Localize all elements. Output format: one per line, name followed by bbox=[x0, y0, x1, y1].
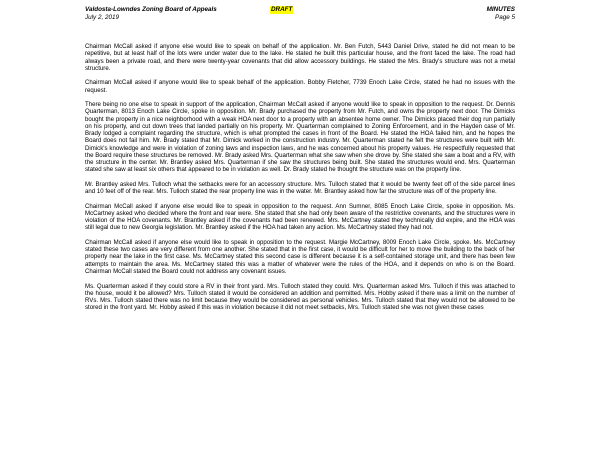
draft-label: DRAFT bbox=[271, 6, 293, 13]
page-number: Page 5 bbox=[495, 13, 515, 21]
paragraph: Chairman McCall asked if anyone else would like to speak in opposition to the request. Margie McCartney, 8009 Enoch Lake Circle, spoke. Ms. McCartney stated these two cases are very different from one another. She stated that in the first case, it would be difficult for her to move the building to the back of her property near the lake in the first case. Ms. McCartney stated this second case is different because it is a self-contained storage unit, and there has been few attempts to maintain the area. Ms. McCartney stated this was a matter of whatever were the rules of the HOA, and it depends on who is on the Board. Chairman McCall stated the Board could not address any covenant issues. bbox=[85, 238, 515, 275]
paragraph: Chairman McCall asked if anyone else would like to speak on behalf of the application. Mr. Ben Futch, 5443 Daniel Drive, stated he did not mean to be repetitive, but at least half of the lots were under water due to the lake. He stated he built this particular house, and the front faced the lake. The road had always been a private road, and there were twenty-year covenants that did allow accessory buildings. He stated the Mrs. Brady's structure was not a metal structure. bbox=[85, 43, 515, 72]
paragraph: Ms. Quarterman asked if they could store a RV in their front yard. Mrs. Tulloch stated they could. Mrs. Quarterman asked Mrs. Tulloch if this was attached to the house, would it be allowed? Mrs. Tulloch stated it would be considered an addition and permitted. Mrs. Hobby asked if there was a limit on the number of RVs. Mrs. Tulloch stated there was no limit because they would be considered as personal vehicles. Mrs. Tulloch stated that they would not be allowed to be stored in the front yard. Mr. Hobby asked if this was in violation because it did not meet setbacks, Mrs. Tulloch stated she was not given these cases bbox=[85, 282, 515, 312]
page-header bbox=[85, 6, 515, 28]
paragraph: There being no one else to speak in support of the application, Chairman McCall asked if anyone would like to speak in opposition to the request. Dr. Dennis Quarterman, 8013 Enoch Lake Circle, spoke in opposition. Mr. Brady purchased the property from Mr. Futch, and owns the property next door. The Dimicks bought the property in a nice neighborhood with a weak HOA next door to a property with an absentee home owner. The Dimicks placed their dog run partially on his property, and cut down trees that landed partially on his property. Mr. Quarterman complained to Zoning Enforcement, and in the Hayden case of Mr. Brady lodged a complaint regarding the structure, which is what prompted the cases in front of the Board. He stated the HOA failed him, and he hopes the Board does not fail him. Mr. Brady stated that Mr. Dimick worked in the construction industry. Mr. Quarterman stated he felt the structures were built with Mr. Dimick's knowledge and were in violation of zoning laws and inspection laws, and he was concerned about his property values. He respectfully requested that the Board require these structures be removed. Mr. Brady asked Mrs. Quarterman what she saw when she drove by. She stated she saw a boat and a RV, with the structure in the center. Mr. Brantley asked Mrs. Quarterman if she saw the structures being built. She stated the structures would end. Mrs. Quarterman stated she saw at least six others that appeared to be in violation as well. Dr. Brady stated he thought the structure was on the property line. bbox=[85, 101, 515, 174]
meeting-date: July 2, 2019 bbox=[85, 13, 119, 21]
header-left bbox=[85, 6, 217, 21]
paragraph: Chairman McCall asked if anyone else would like to speak in opposition to the request. Ann Sumner, 8085 Enoch Lake Circle, spoke in opposition. Ms. McCartney asked who decided where the front and rear were. She stated that she had only been aware of the restrictive covenants, and the structures were in violation of the HOA covenants. Mr. Brantley asked if the covenants had been renewed. Mrs. McCartney stated they technically did expire, and the HOA was still legal due to new Georgia legislation. Mr. Brantley asked if the HOA had taken any action. Ms. McCartney stated they had not. bbox=[85, 202, 515, 232]
board-name: Valdosta-Lowndes Zoning Board of Appeals bbox=[85, 6, 217, 13]
paragraph: Mr. Brantley asked Mrs. Tulloch what the setbacks were for an accessory structure. Mrs. Tulloch stated that it would be twenty feet off of the side parcel lines and 10 feet off of the rear. Mrs. Tulloch stated the rear property line was in the water. Mr. Brantley asked how far the structure was off of the property line. bbox=[85, 180, 515, 196]
minutes-body bbox=[85, 43, 515, 319]
minutes-label: MINUTES bbox=[486, 6, 515, 13]
header-right bbox=[487, 6, 515, 21]
paragraph: Chairman McCall asked if anyone would like to speak behalf of the application. Bobby Fletcher, 7739 Enoch Lake Circle, stated he had no issues with the request. bbox=[85, 79, 515, 94]
